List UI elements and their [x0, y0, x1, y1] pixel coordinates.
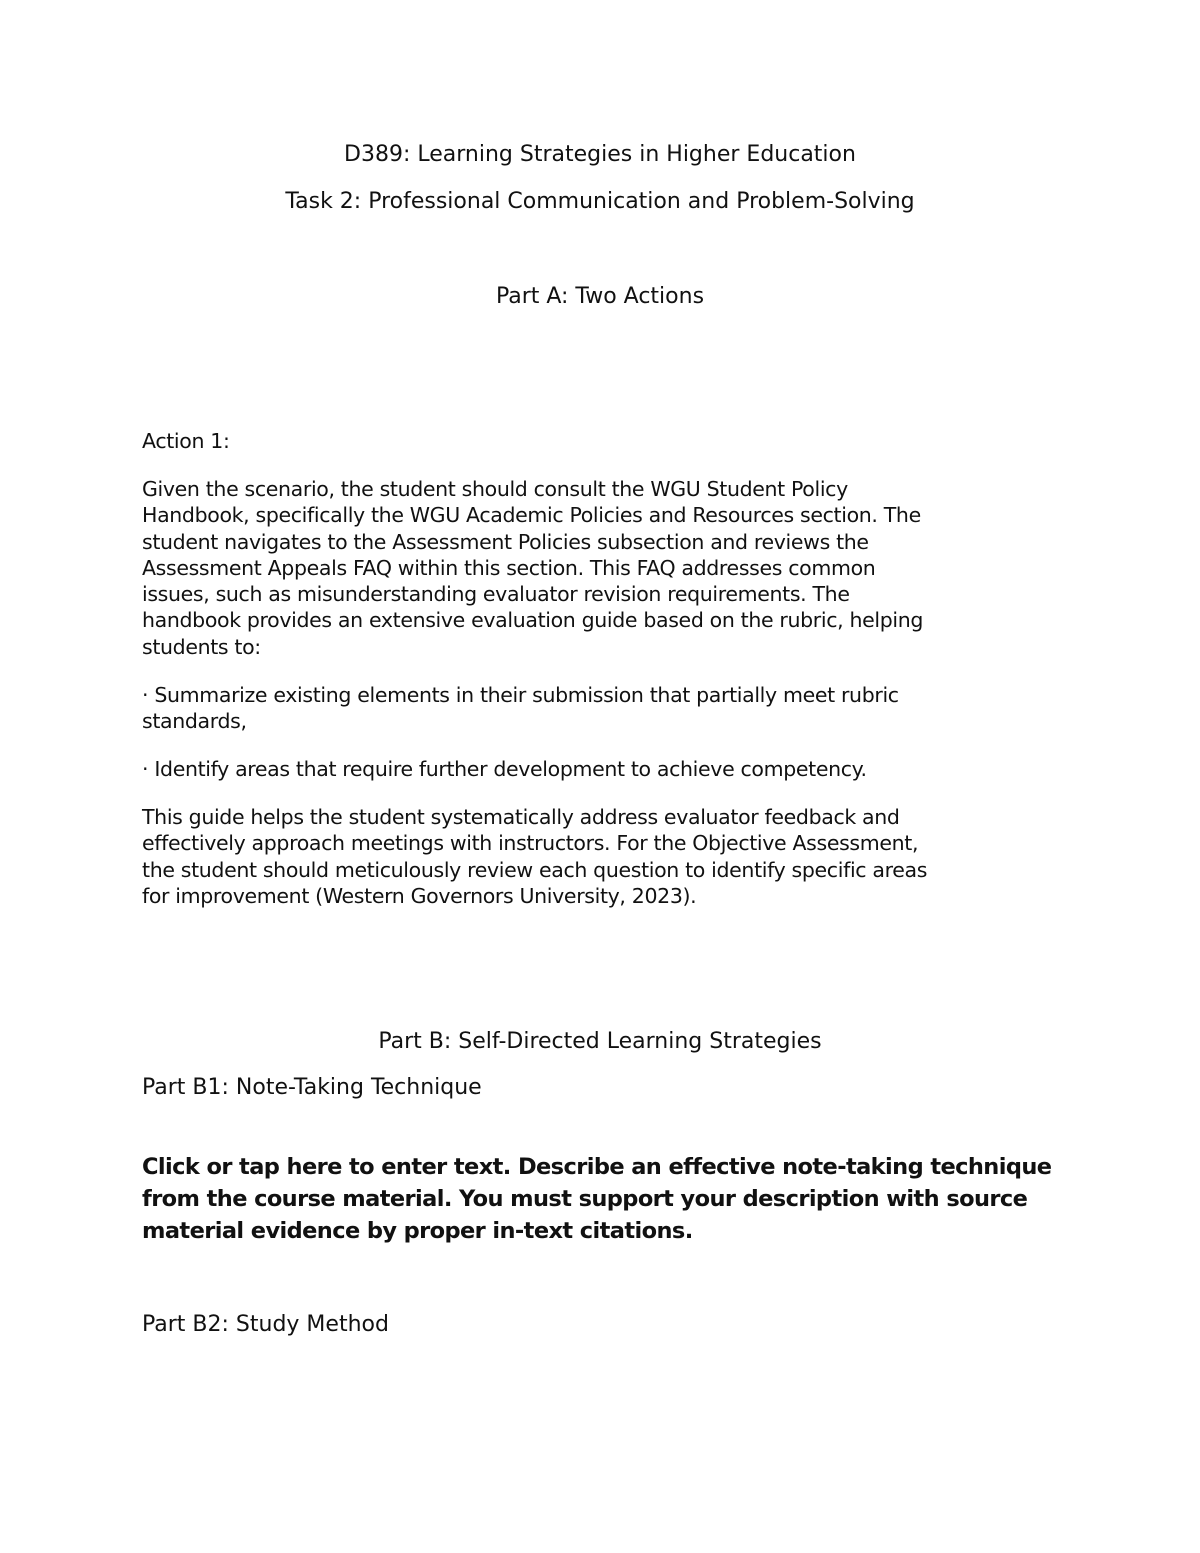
heading-part-b2: Part B2: Study Method	[142, 1312, 389, 1337]
text-line: for improvement (Western Governors University, 2023).	[142, 883, 697, 908]
action-1-label: Action 1:	[142, 429, 230, 453]
text-line: standards,	[142, 709, 247, 734]
bullet-summarize	[142, 682, 899, 735]
heading-part-a: Part A: Two Actions	[495, 284, 705, 309]
text-line: · Summarize existing elements in their submission that partially meet rubric	[142, 683, 899, 707]
text-line: Given the scenario, the student should consult the WGU Student Policy	[142, 477, 848, 501]
text-line: This guide helps the student systematically address evaluator feedback and	[142, 805, 900, 829]
text-line: the student should meticulously review each question to identify specific areas	[142, 857, 928, 882]
text-line: from the course material. You must support your description with source	[142, 1186, 1028, 1212]
paragraph-action-1	[142, 476, 923, 660]
text-line: issues, such as misunderstanding evaluator revision requirements. The	[142, 582, 850, 607]
text-line: · Identify areas that require further development to achieve competency.	[142, 757, 867, 781]
bullet-identify	[142, 756, 867, 782]
document-subtitle: Task 2: Professional Communication and Problem-Solving	[285, 189, 915, 214]
document-title: D389: Learning Strategies in Higher Education	[344, 142, 856, 167]
text-line: Click or tap here to enter text. Describe an effective note-taking technique	[142, 1154, 1052, 1180]
heading-part-b1: Part B1: Note-Taking Technique	[142, 1075, 482, 1100]
heading-part-b: Part B: Self-Directed Learning Strategies	[378, 1029, 822, 1054]
text-line: student navigates to the Assessment Policies subsection and reviews the	[142, 529, 869, 554]
text-line: handbook provides an extensive evaluation guide based on the rubric, helping	[142, 608, 924, 633]
text-line: Assessment Appeals FAQ within this section. This FAQ addresses common	[142, 555, 876, 580]
text-line: Handbook, specifically the WGU Academic Policies and Resources section. The	[142, 503, 921, 528]
text-line: material evidence by proper in-text citations.	[142, 1218, 693, 1244]
text-line: students to:	[142, 634, 261, 659]
text-entry-placeholder[interactable]	[142, 1151, 1051, 1247]
text-line: effectively approach meetings with instructors. For the Objective Assessment,	[142, 831, 919, 856]
paragraph-guide	[142, 804, 927, 909]
